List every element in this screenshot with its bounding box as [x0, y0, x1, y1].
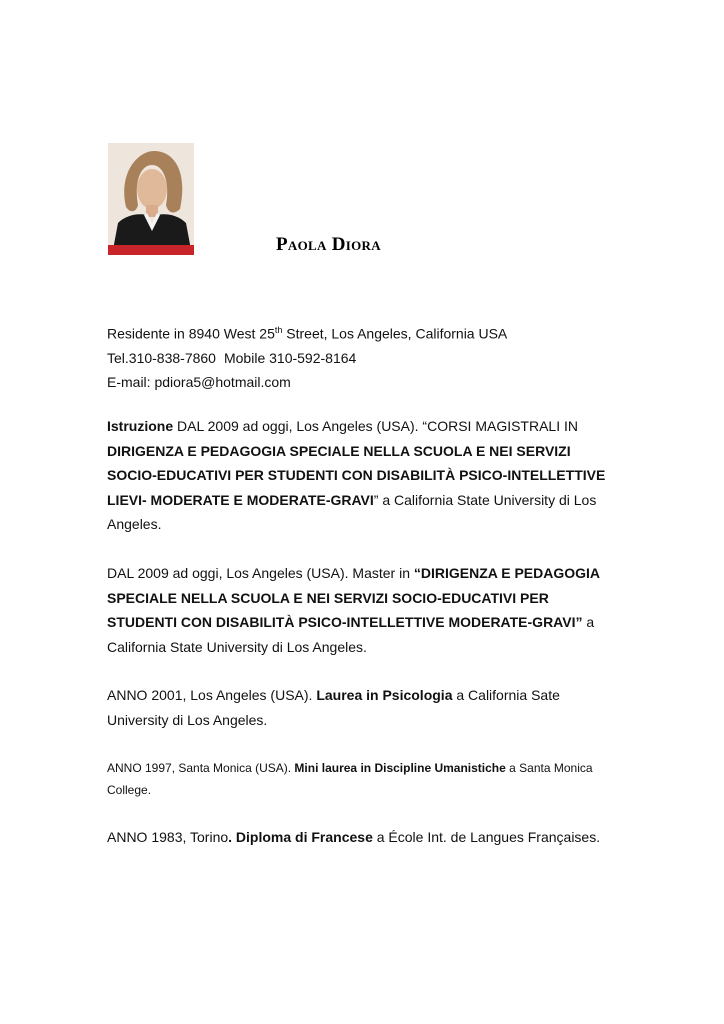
entry-title: Mini laurea in Discipline Umanistiche: [294, 761, 506, 775]
contact-block: [107, 318, 507, 394]
address-line: [107, 318, 507, 346]
education-entry: [107, 561, 622, 659]
entry-title: . Diploma di Francese: [228, 829, 373, 845]
entry-text: ANNO 1997, Santa Monica (USA).: [107, 761, 295, 775]
entry-title: DIRIGENZA E PEDAGOGIA SPECIALE NELLA SCUOLA E NEI SERVIZI SOCIO-EDUCATIVI PER STUDENTI CON DISABILITÀ PSICO-INTELLETTIVE LIEVI- MODERATE E MODERATE-GRAVI: [107, 442, 606, 508]
telephone: Tel.310-838-7860: [107, 349, 216, 366]
entry-text-end: a California Sate University di Los Angeles.: [107, 687, 560, 728]
education-entry: [107, 757, 622, 801]
education-entry: [107, 825, 622, 850]
mobile-phone: Mobile 310-592-8164: [223, 349, 357, 366]
entry-text: ANNO 2001, Los Angeles (USA).: [107, 687, 317, 703]
address-text: Residente in 8940 West 25: [107, 325, 275, 342]
section-heading: Istruzione: [107, 418, 174, 434]
education-entry: [107, 683, 622, 732]
entry-text: DAL 2009 ad oggi, Los Angeles (USA). “CORSI MAGISTRALI IN: [173, 418, 578, 434]
entry-title: Laurea in Psicologia: [316, 687, 453, 703]
first-name: Paola: [276, 234, 327, 255]
last-name: Diora: [331, 234, 381, 255]
entry-text-end: a California State University di Los Angeles.: [107, 614, 595, 655]
entry-text: ANNO 1983, Torino: [107, 829, 229, 845]
entry-text-end: a Santa Monica College.: [107, 761, 593, 797]
profile-photo: [108, 143, 194, 255]
entry-text-end: a École Int. de Langues Françaises.: [372, 829, 601, 845]
education-entry: [107, 414, 622, 537]
address-ordinal: th: [274, 325, 283, 335]
phone-line: [107, 346, 507, 370]
person-name: [276, 234, 381, 256]
email-line: E-mail: pdiora5@hotmail.com: [107, 373, 291, 390]
address-text-end: Street, Los Angeles, California USA: [282, 325, 508, 342]
entry-text: DAL 2009 ad oggi, Los Angeles (USA). Master in: [107, 565, 414, 581]
entry-text-end: ” a California State University di Los Angeles.: [107, 491, 597, 532]
entry-title: “DIRIGENZA E PEDAGOGIA SPECIALE NELLA SCUOLA E NEI SERVIZI SOCIO-EDUCATIVI PER STUDENTI CON DISABILITÀ PSICO-INTELLETTIVE MODERATE-GRAVI”: [107, 565, 600, 630]
